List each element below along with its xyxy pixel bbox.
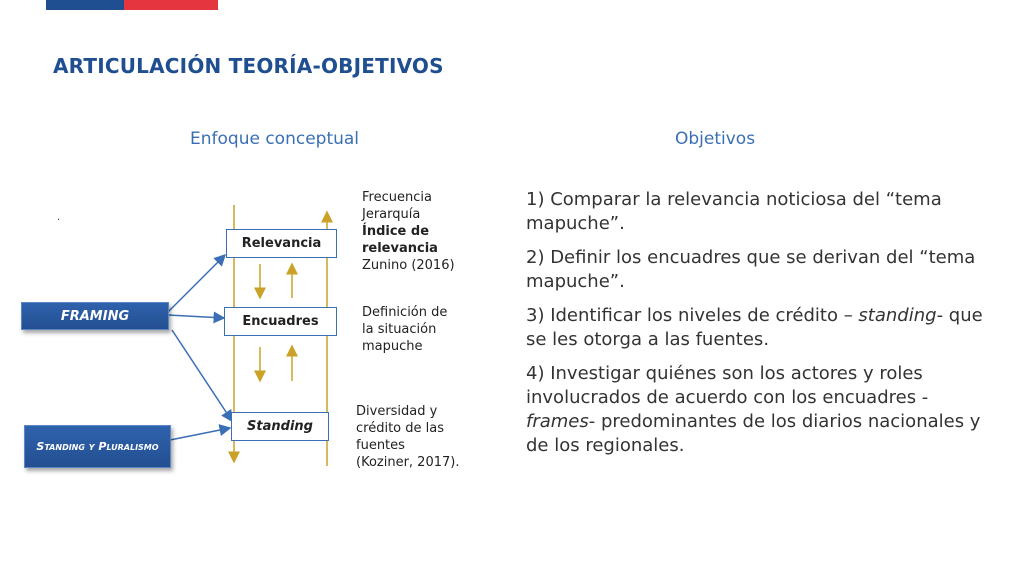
note-relevancia-line2: Jerarquía: [362, 207, 421, 222]
framing-box: FRAMING: [21, 302, 169, 330]
standing-box: Standing: [231, 412, 329, 441]
note-relevancia-line5: Zunino (2016): [362, 258, 455, 273]
note-relevancia-line3: Índice de: [362, 224, 430, 239]
objective-2: 2) Definir los encuadres que se derivan del “tema mapuche”.: [526, 247, 976, 292]
objectives-list: [526, 188, 996, 468]
objective-3: [526, 304, 996, 352]
blue-arrow-framing-standing: [172, 330, 232, 421]
note-encuadres-line2: la situación: [362, 322, 437, 337]
note-encuadres-line1: Definición de: [362, 305, 448, 320]
blue-arrow-framing-relevancia: [168, 255, 225, 312]
standing-pluralismo-box: Standing y Pluralismo: [24, 425, 171, 468]
note-standing-line1: Diversidad y: [356, 404, 438, 419]
heading-enfoque-conceptual: Enfoque conceptual: [190, 129, 360, 149]
note-encuadres-line3: mapuche: [362, 339, 423, 354]
objective-1: 1) Comparar la relevancia noticiosa del “tema mapuche”.: [526, 189, 942, 234]
encuadres-box: Encuadres: [224, 307, 337, 336]
objective-4-emphasis: frames: [526, 411, 589, 432]
objective-4-text-end: - predominantes de los diarios nacionales y de los regionales.: [526, 411, 981, 456]
blue-arrow-pluralismo-standing: [170, 428, 230, 440]
note-standing-line2: crédito de las: [356, 421, 444, 436]
relevancia-box: Relevancia: [226, 229, 337, 258]
objective-3-text: 3) Identificar los niveles de crédito –: [526, 305, 859, 326]
objective-4-text: 4) Investigar quiénes son los actores y roles involucrados de acuerdo con los encuadres -: [526, 363, 929, 408]
objective-3-emphasis: standing: [858, 305, 937, 326]
heading-objetivos: Objetivos: [675, 129, 756, 149]
stray-dot: .: [57, 212, 61, 223]
note-relevancia-line1: Frecuencia: [362, 190, 432, 205]
note-relevancia-line4: relevancia: [362, 241, 438, 256]
objective-3-text-end: - que se les otorga a las fuentes.: [526, 305, 983, 350]
slide-title: ARTICULACIÓN TEORÍA-OBJETIVOS: [53, 54, 444, 78]
objective-4: [526, 362, 996, 458]
note-relevancia: [362, 189, 455, 274]
blue-arrow-framing-encuadres: [168, 315, 224, 318]
note-standing-line3: fuentes: [356, 438, 405, 453]
note-encuadres: [362, 304, 447, 355]
note-standing: [356, 403, 459, 471]
note-standing-line4: (Koziner, 2017).: [356, 455, 460, 470]
